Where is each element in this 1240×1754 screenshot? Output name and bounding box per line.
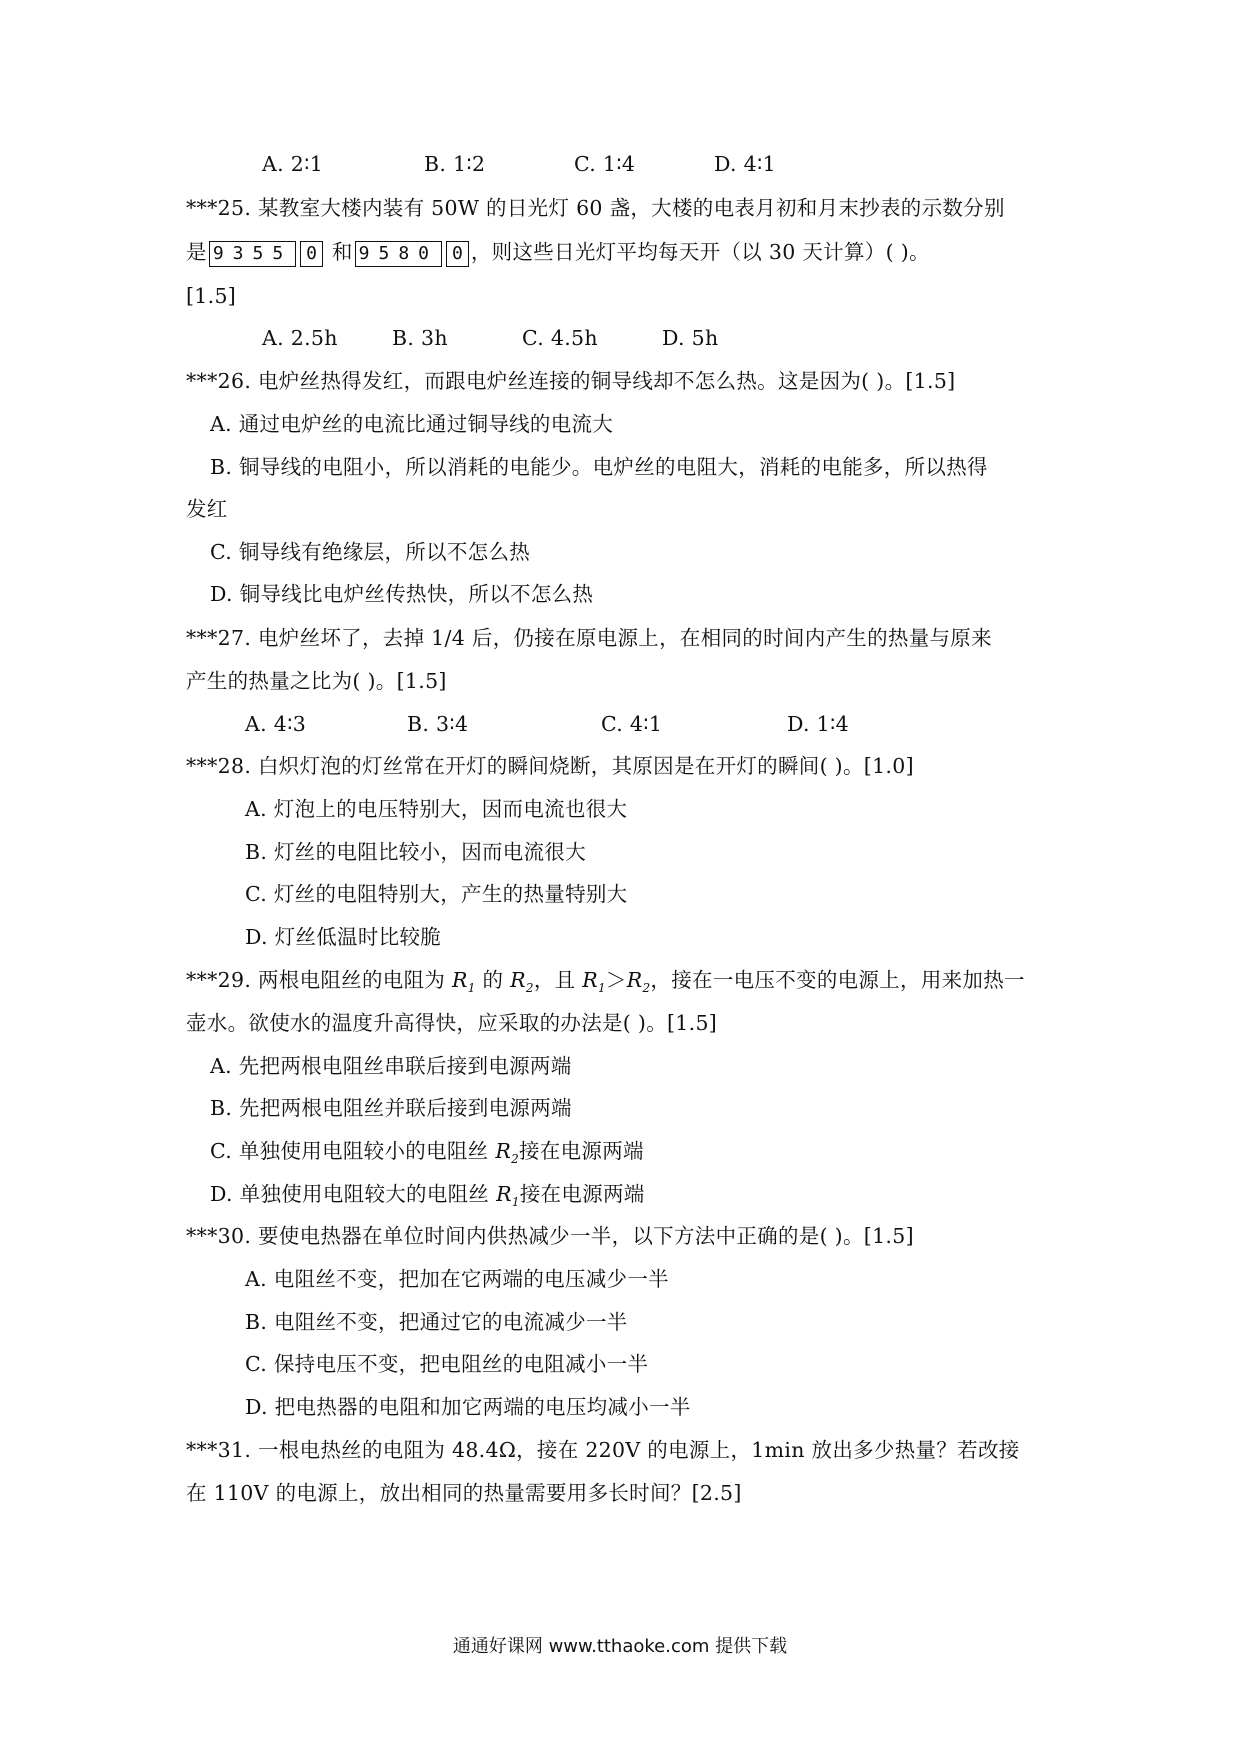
q26-option-b: B. 铜导线的电阻小，所以消耗的电能少。电炉丝的电阻大，消耗的电能多，所以热得 (210, 455, 988, 479)
q29-option-a: A. 先把两根电阻丝串联后接到电源两端 (210, 1054, 572, 1078)
q25-pre: 是 (186, 240, 207, 264)
q30-option-d: D. 把电热器的电阻和加它两端的电压均减小一半 (245, 1395, 691, 1419)
q25-mid: 和 (331, 240, 353, 264)
q30-option-b: B. 电阻丝不变，把通过它的电流减少一半 (245, 1310, 628, 1334)
q28-option-d: D. 灯丝低温时比较脆 (245, 925, 442, 949)
q29-text-b: 的 (482, 968, 511, 992)
q29-option-c: C. 单独使用电阻较小的电阻丝 $R_2$接在电源两端 (210, 1139, 644, 1167)
q27-option-c: C. 4∶1 (601, 712, 663, 736)
r1-symbol: $R_1$ (451, 968, 476, 996)
q28-option-b: B. 灯丝的电阻比较小，因而电流很大 (245, 840, 586, 864)
q29-text-a: ***29. 两根电阻丝的电阻为 (186, 968, 452, 992)
q29-option-d: D. 单独使用电阻较大的电阻丝 $R_1$接在电源两端 (210, 1182, 645, 1210)
q31-line2: 在 110V 的电源上，放出相同的热量需要用多长时间？[2.5] (186, 1481, 742, 1505)
q28-option-c: C. 灯丝的电阻特别大，产生的热量特别大 (245, 882, 628, 906)
q26-option-a: A. 通过电炉丝的电流比通过铜导线的电流大 (210, 412, 614, 436)
q27-line2: 产生的热量之比为( )。[1.5] (186, 669, 447, 693)
q29-line2: 壶水。欲使水的温度升高得快，应采取的办法是( )。[1.5] (186, 1011, 718, 1035)
q27-line1: ***27. 电炉丝坏了，去掉 1/4 后，仍接在原电源上，在相同的时间内产生的热量与原来 (186, 626, 992, 650)
r2-symbol-option-c: $R_2$ (495, 1139, 519, 1167)
q25-score: [1.5] (186, 284, 237, 308)
q27-option-d: D. 1∶4 (787, 712, 849, 736)
q25-options (262, 326, 718, 350)
q26-option-d: D. 铜导线比电炉丝传热快，所以不怎么热 (210, 582, 594, 606)
q28-option-a: A. 灯泡上的电压特别大，因而电流也很大 (245, 797, 628, 821)
q27-option-a: A. 4∶3 (245, 712, 307, 736)
q26-option-b-cont: 发红 (186, 497, 228, 521)
q30-option-a: A. 电阻丝不变，把加在它两端的电压减少一半 (245, 1267, 669, 1291)
q24-option-b: B. 1∶2 (424, 152, 486, 176)
q26-line1: ***26. 电炉丝热得发红，而跟电炉丝连接的铜导线却不怎么热。这是因为( )。[1.5] (186, 369, 956, 393)
q24-options (262, 152, 776, 176)
q25-post: ，则这些日光灯平均每天开（以 30 天计算）( )。 (470, 240, 930, 264)
q29-text-c: ，且 (533, 968, 583, 992)
r2-symbol-compare: $R_2$ (626, 968, 651, 996)
q27-options (245, 712, 849, 736)
q24-option-a: A. 2∶1 (262, 152, 324, 176)
q25-option-b: B. 3h (392, 326, 448, 350)
meter-reading-end-decimal: 0 (446, 241, 469, 267)
r1-symbol-option-d: $R_1$ (496, 1182, 520, 1210)
q31-line1: ***31. 一根电热丝的电阻为 48.4Ω，接在 220V 的电源上，1min 放出多少热量？若改接 (186, 1438, 1020, 1462)
page-footer: 通通好课网 www.tthaoke.com 提供下载 (452, 1636, 788, 1657)
meter-reading-end: 9580 (355, 241, 442, 267)
meter-reading-start-decimal: 0 (300, 241, 323, 267)
q25-option-c: C. 4.5h (522, 326, 598, 350)
q30-option-c: C. 保持电压不变，把电阻丝的电阻减小一半 (245, 1352, 649, 1376)
q29-gt: ＞ (605, 968, 627, 992)
q28-line1: ***28. 白炽灯泡的灯丝常在开灯的瞬间烧断，其原因是在开灯的瞬间( )。[1.0] (186, 754, 914, 778)
q24-option-d: D. 4∶1 (714, 152, 776, 176)
q25-line1: ***25. 某教室大楼内装有 50W 的日光灯 60 盏，大楼的电表月初和月末抄表的示数分别 (186, 196, 1005, 220)
q29-line1 (186, 968, 1025, 1000)
q25-option-d: D. 5h (662, 326, 719, 350)
q29-option-b: B. 先把两根电阻丝并联后接到电源两端 (210, 1096, 572, 1120)
r1-symbol-compare: $R_1$ (582, 968, 606, 996)
q29-text-e: ，接在一电压不变的电源上，用来加热一 (650, 968, 1025, 992)
r2-symbol: $R_2$ (510, 968, 534, 996)
q26-option-c: C. 铜导线有绝缘层，所以不怎么热 (210, 540, 531, 564)
q27-option-b: B. 3∶4 (407, 712, 469, 736)
q25-option-a: A. 2.5h (262, 326, 338, 350)
q30-line1: ***30. 要使电热器在单位时间内供热减少一半，以下方法中正确的是( )。[1.5] (186, 1224, 914, 1248)
q25-line2 (186, 240, 930, 267)
q24-option-c: C. 1∶4 (574, 152, 636, 176)
meter-reading-start: 9355 (209, 241, 296, 267)
